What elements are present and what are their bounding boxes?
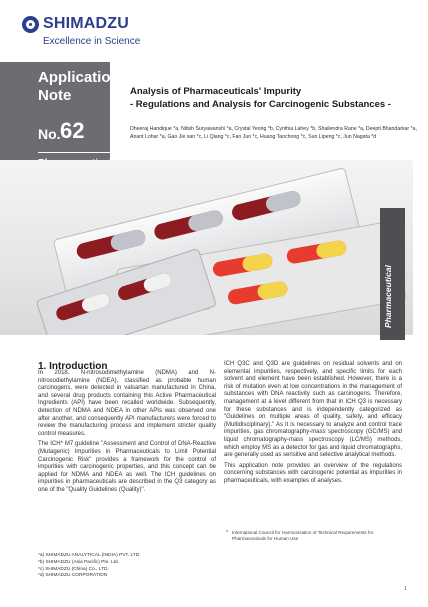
- title-line1: Analysis of Pharmaceuticals' Impurity: [130, 86, 302, 97]
- brand-name: SHIMADZU: [43, 15, 130, 32]
- paragraph: The ICH* M7 guideline "Assessment and Control of DNA-Reactive (Mutagenic) Impurities in Pharmaceuticals to Limit Potential Carcinogenic Risk" provides a framework for the control of impurities with carcinogenic properties, and this concept can be applied for NDMA and NDEA as well. The ICH guidelines on impurities in pharmaceuticals are described in the Q3 category as one of the "Quality Guidelines (Quality)".: [38, 441, 216, 493]
- paragraph: In 2018, N-nitrosodimethylamine (NDMA) and N-nitrosodiethylamine (NDEA), classified as probable human carcinogens, were detected in valsartan manufactured in China, and several drug products containing this Active Pharmaceutical Ingredients (API) have been recalled worldwide. Subsequently, detection of NDMA and NDEA in other APIs was observed one after another, and consequently API manufacturers were forced to review the manufacturing process and implement stricter quality control measures.: [38, 370, 216, 437]
- capsules-illustration: [0, 160, 413, 335]
- document-title: [130, 85, 420, 111]
- page-number: 1: [404, 586, 407, 592]
- brand-tagline: Excellence in Science: [43, 36, 141, 47]
- paragraph: This application note provides an overview of the regulations concerning substances with carcinogenic potential as impurities in pharmaceuticals, with examples of analyses.: [224, 462, 402, 484]
- note-number-label: No.: [38, 126, 61, 142]
- panel-divider: [38, 152, 110, 153]
- sidebar-label: Pharmaceutical: [383, 265, 393, 328]
- note-number: 62: [60, 118, 85, 143]
- footnote: International Council for Harmonization of Technical Requirements for Pharmaceuticals for Human Use: [232, 530, 374, 541]
- shimadzu-logo: [22, 14, 162, 58]
- affiliation: *a) SHIMADZU ANALYTICAL (INDIA) PVT. LTD.: [38, 553, 141, 558]
- title-line2: - Regulations and Analysis for Carcinogenic Substances -: [130, 99, 391, 110]
- affiliation: *c) SHIMADZU (China) Co., LTD.: [38, 566, 109, 572]
- app-title-line2: Note: [38, 87, 72, 104]
- author-list: Dheeraj Handique *a, Nitish Suryawanshi *a, Crystal Yeong *b, Cynthia Lahey *b, Shailendra Rane *a, Deepti Bhandarkar *a, Anant Lohar *a, Gao Jie san *c, Li Qiang *c, Fan Jun *c, Huang Taochong *c, Sun Lipeng *c, Jun Nagata *d: [130, 126, 417, 140]
- shimadzu-logo-icon: [22, 16, 39, 33]
- capsules-photo: [0, 160, 413, 335]
- paragraph: ICH Q3C and Q3D are guidelines on residual solvents and on elemental impurities, respectively, and specific limits for each solvent and element have been established. However, there is a risk of mutation even at low concentrations in the management of substances with DNA reactivity such as carcinogens. Therefore, management at a level different from that in ICH Q3 is necessary for these substances and is independently categorized as "Guidelines on multiple areas of quality, safety, and efficacy (Multidisciplinary)." As it is necessary to analyze and control trace impurities, gas chromatography-mass spectroscopy (GC/MS) and liquid chromatography-mass spectroscopy (LC/MS) methods, which employ MS as a detector for gas and liquid chromatographs, are generally used as sensitive and selective analytical methods.: [224, 361, 402, 459]
- category-sidebar: [380, 208, 405, 340]
- app-title-line1: Application: [38, 69, 120, 86]
- body-column-right: [224, 361, 402, 489]
- section-heading: 1. Introduction: [38, 361, 108, 372]
- application-note-title: [38, 69, 120, 105]
- body-column-left: [38, 370, 216, 498]
- footnote-marker: *: [226, 530, 228, 536]
- affiliation: *b) SHIMADZU (Asia Pacific) Pte. Ltd.: [38, 559, 120, 565]
- affiliation: *d) SHIMADZU CORPORATION: [38, 573, 108, 579]
- affiliations: [38, 553, 238, 580]
